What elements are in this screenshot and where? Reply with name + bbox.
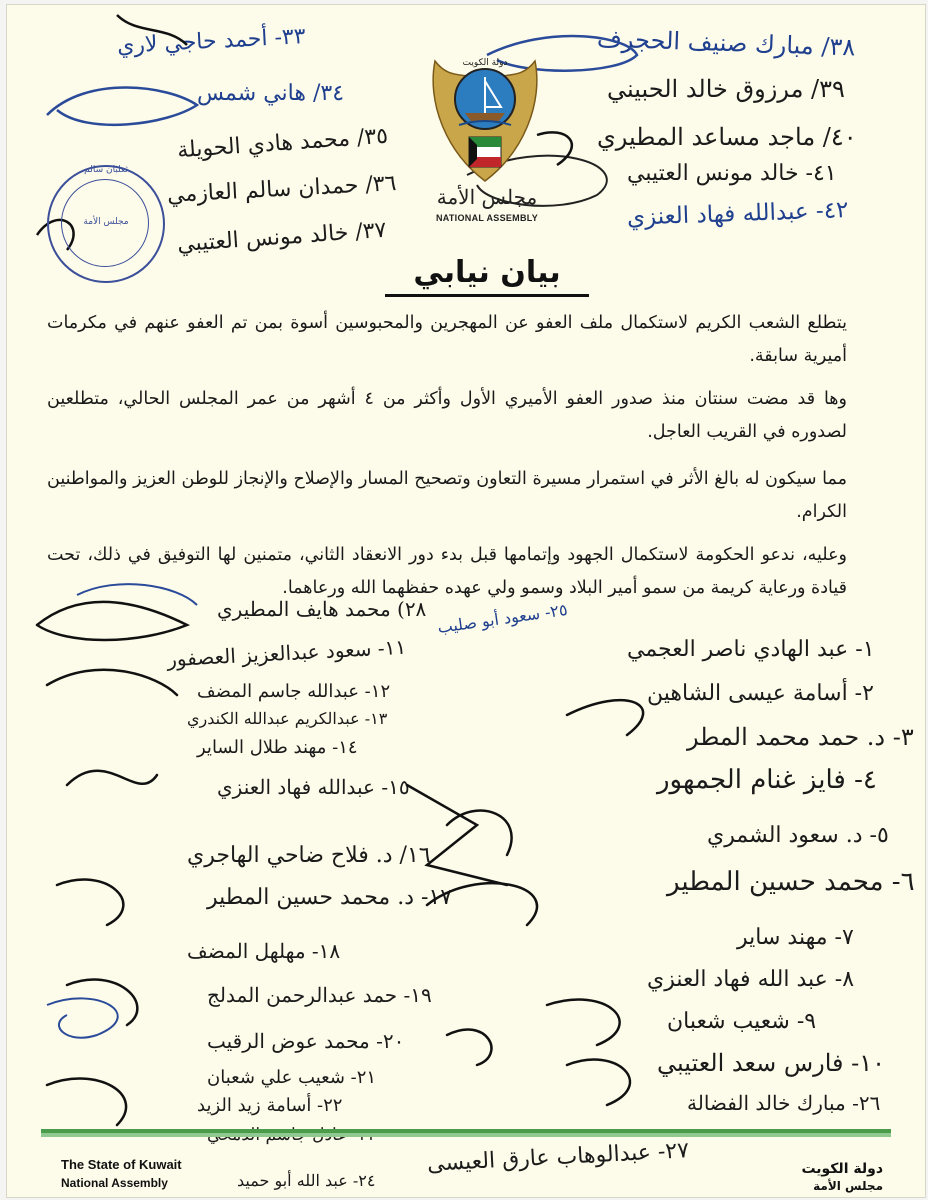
footer-assembly-en: National Assembly [61,1176,168,1190]
footer-state-en: The State of Kuwait [61,1157,182,1172]
paragraph-2: وها قد مضت سنتان منذ صدور العفو الأميري الأول وأكثر من ٤ أشهر من عمر المجلس الحالي، متطلعين لصدوره في القريب العاجل. [47,389,847,442]
signature-38: ٣٨/ مبارك صنيف الحجرف [596,24,856,62]
footer-assembly-ar: مجلس الأمة [813,1179,883,1193]
assembly-name-english: NATIONAL ASSEMBLY [435,213,539,223]
stamp-top-text: ثعلبان سالم [84,165,128,175]
signature-39: ٣٩/ مرزوق خالد الحبيني [607,75,845,103]
signature-37: ٣٧/ خالد مونس العتيبي [176,217,388,258]
signature-25: ٢٥- سعود أبو صليب [436,599,569,638]
paragraph-3: مما سيكون له بالغ الأثر في استمرار مسيرة التعاون وتصحيح المسار والإصلاح والإنجاز للوطن العزيز والمواطنين الكرام. [47,469,847,522]
signature-20: ٢٠- محمد عوض الرقيب [207,1029,405,1053]
footer-english [61,1157,182,1190]
signature-34: ٣٤/ هاني شمس [197,81,345,106]
signature-10: ١٠- فارس سعد العتيبي [657,1049,886,1077]
signature-24: ٢٤- عبد الله أبو حميد [237,1171,376,1190]
signature-7: ٧- مهند ساير [737,925,854,950]
signature-19: ١٩- حمد عبدالرحمن المدلج [207,983,432,1007]
footer-arabic [767,1161,883,1193]
signature-13: ١٣- عبدالكريم عبدالله الكندري [187,709,388,728]
signature-8: ٨- عبد الله فهاد العنزي [647,967,855,992]
signature-2: ٢- أسامة عيسى الشاهين [647,681,874,706]
signature-21: ٢١- شعيب علي شعبان [207,1067,377,1088]
signature-28: ٢٨) محمد هايف المطيري [217,597,427,621]
emblem-top-text: دولة الكويت [462,58,508,68]
signature-3: ٣- د. حمد محمد المطر [687,723,914,751]
official-stamp [47,165,165,283]
signature-22: ٢٢- أسامة زيد الزيد [197,1095,343,1116]
signature-40: ٤٠/ ماجد مساعد المطيري [597,123,857,151]
signature-27: ٢٧- عبدالوهاب عارق العيسى [426,1138,690,1177]
signature-26: ٢٦- مبارك خالد الفضالة [687,1091,881,1115]
title-underline [385,294,589,297]
signature-6: ٦- محمد حسين المطير [667,867,915,897]
signature-41: ٤١- خالد مونس العتيبي [627,161,837,186]
stamp-center-text: مجلس الأمة [83,217,129,227]
signature-17: ١٧- د. محمد حسين المطير [207,885,453,910]
document-page [6,4,926,1198]
signature-4: ٤- فايز غنام الجمهور [657,765,877,795]
signature-33: ٣٣- أحمد حاجي لاري [116,24,307,59]
paragraph-1: يتطلع الشعب الكريم لاستكمال ملف العفو عن المهجرين والمحبوسين أسوة بمن تم العفو عنهم في مكرمات أميرية سابقة. [47,313,847,366]
footer-divider [41,1129,891,1137]
assembly-name-arabic: مجلس الأمة [436,185,538,209]
signature-18: ١٨- مهلهل المضف [187,939,341,963]
signature-9: ٩- شعيب شعبان [667,1009,817,1034]
signature-35: ٣٥/ محمد هادي الحويلة [176,123,389,164]
kuwait-emblem-icon [425,41,545,191]
signature-1: ١- عبد الهادي ناصر العجمي [627,637,875,662]
footer-state-ar: دولة الكويت [801,1161,883,1177]
signature-14: ١٤- مهند طلال الساير [197,737,358,758]
signature-15: ١٥- عبدالله فهاد العنزي [217,775,410,799]
signature-36: ٣٦/ حمدان سالم العازمي [166,171,398,208]
signature-12: ١٢- عبدالله جاسم المضف [197,681,391,702]
signature-16: ١٦/ د. فلاح ضاحي الهاجري [187,843,431,868]
signature-scribbles [7,565,925,1165]
paragraph-4: وعليه، ندعو الحكومة لاستكمال الجهود وإتمامها قبل بدء دور الانعقاد الثاني، متمنين لها التوفيق في ذلك، تحت قيادة ورعاية كريمة من سمو أمير البلاد وسمو ولي عهده حفظهما الله ورعاهما. [47,545,847,598]
page-title: بيان نيابي [413,255,561,290]
signature-11: ١١- سعود عبدالعزيز العصفور [166,634,407,672]
signature-5: ٥- د. سعود الشمري [707,823,889,848]
signature-42: ٤٢- عبدالله فهاد العنزي [626,197,849,231]
